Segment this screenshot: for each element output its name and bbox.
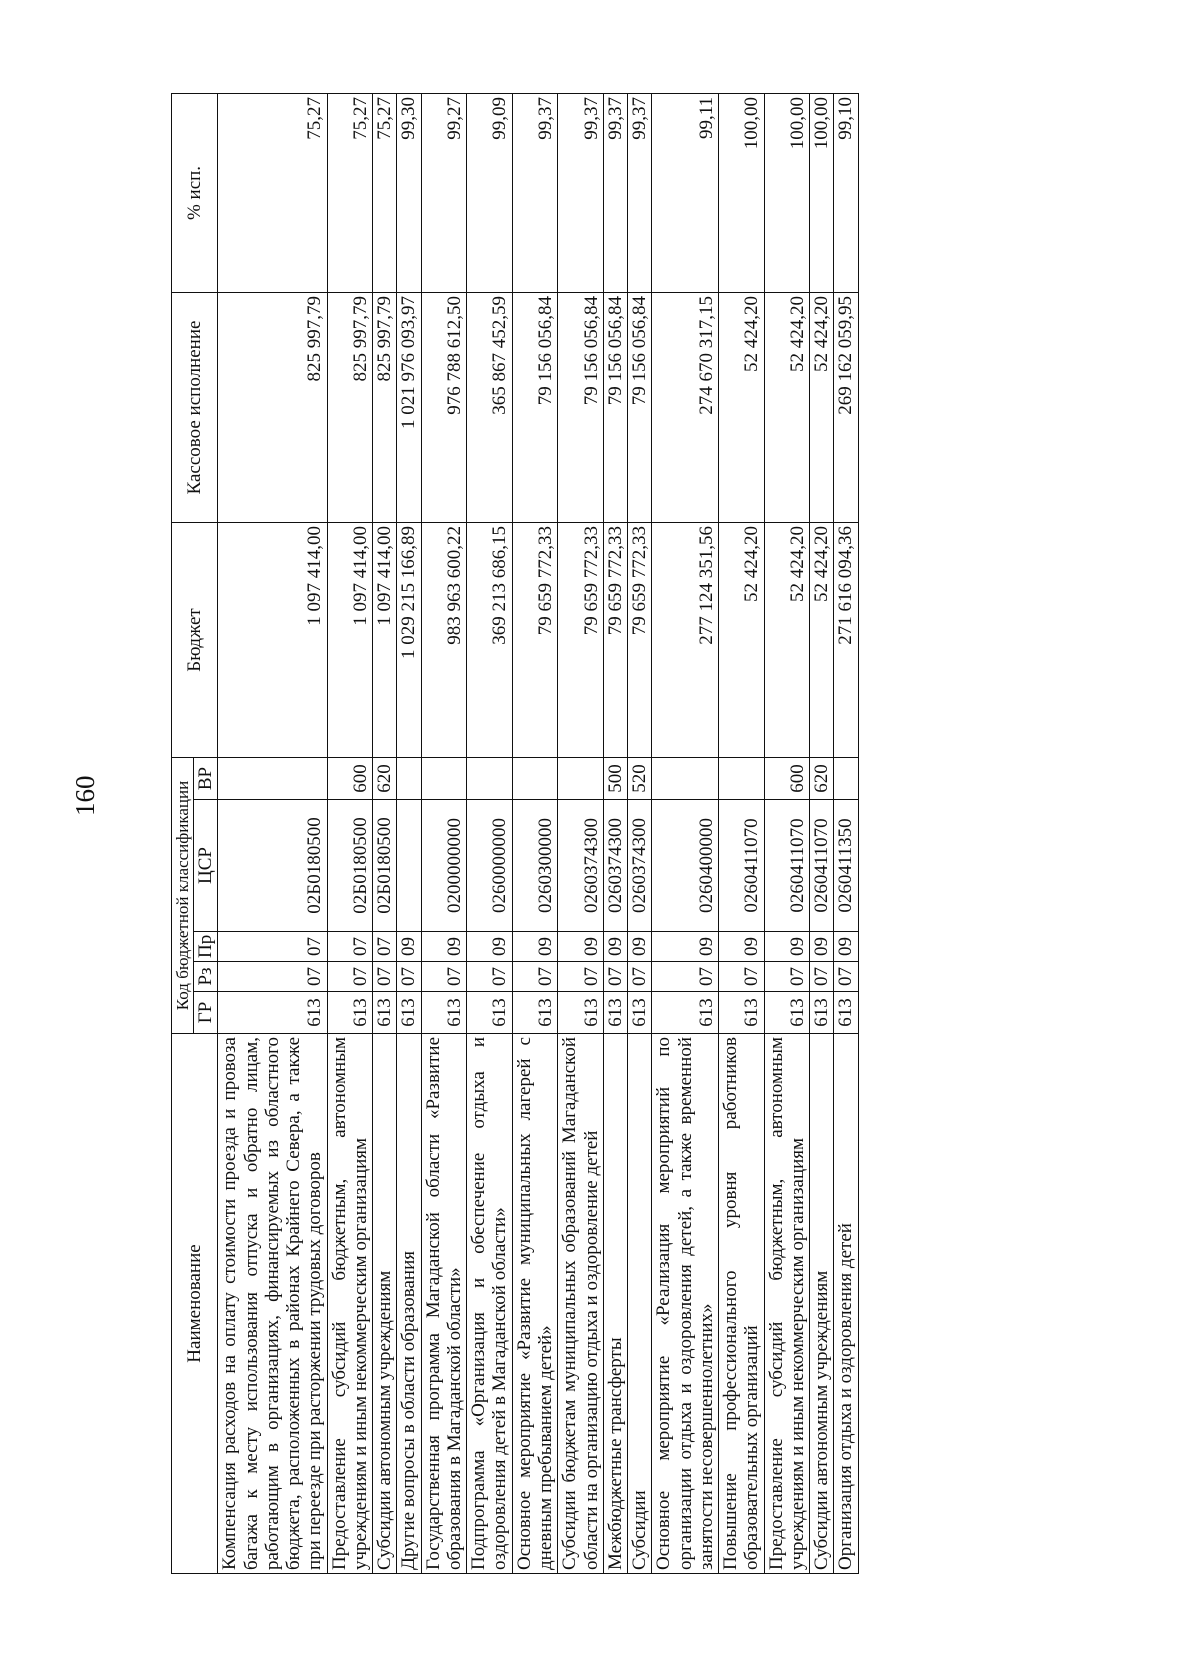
row-cash-cell: 79 156 056,84 <box>512 292 558 522</box>
row-gr-cell: 613 <box>373 992 397 1034</box>
row-rz-cell: 07 <box>764 962 810 992</box>
row-pct-cell: 75,27 <box>373 93 397 292</box>
row-budget-cell: 1 097 414,00 <box>327 522 373 757</box>
row-vr-cell <box>218 757 327 799</box>
row-budget-cell: 79 659 772,33 <box>558 522 604 757</box>
table-row <box>603 93 627 1573</box>
page-number: 160 <box>70 775 100 816</box>
row-pct-cell: 99,09 <box>467 93 513 292</box>
row-gr-cell: 613 <box>512 992 558 1034</box>
row-cash-cell: 825 997,79 <box>373 292 397 522</box>
row-budget-cell: 79 659 772,33 <box>628 522 652 757</box>
row-pct-cell: 75,27 <box>327 93 373 292</box>
row-gr-cell: 613 <box>764 992 810 1034</box>
row-pr-cell: 07 <box>327 932 373 962</box>
row-budget-cell: 79 659 772,33 <box>512 522 558 757</box>
table-row <box>719 93 765 1573</box>
row-budget-cell: 52 424,20 <box>719 522 765 757</box>
header-vr: ВР <box>194 757 218 799</box>
row-gr-cell: 613 <box>558 992 604 1034</box>
row-csr-cell: 02Б0180500 <box>327 800 373 932</box>
row-vr-cell <box>467 757 513 799</box>
row-budget-cell: 1 097 414,00 <box>218 522 327 757</box>
row-budget-cell: 52 424,20 <box>764 522 810 757</box>
row-rz-cell: 07 <box>373 962 397 992</box>
row-name-cell: Субсидии автономным учреждениям <box>810 1034 834 1574</box>
row-vr-cell <box>397 757 421 799</box>
header-pct: % исп. <box>172 93 218 292</box>
row-budget-cell: 369 213 686,15 <box>467 522 513 757</box>
row-vr-cell <box>652 757 719 799</box>
row-csr-cell: 0260400000 <box>652 800 719 932</box>
row-vr-cell: 620 <box>810 757 834 799</box>
row-rz-cell: 07 <box>421 962 467 992</box>
row-cash-cell: 274 670 317,15 <box>652 292 719 522</box>
row-budget-cell: 271 616 094,36 <box>834 522 858 757</box>
header-code-group: Код бюджетной классификации <box>172 757 194 1033</box>
row-budget-cell: 983 963 600,22 <box>421 522 467 757</box>
row-name-cell: Повышение профессионального уровня работников образовательных организаций <box>719 1034 765 1574</box>
row-pr-cell: 09 <box>512 932 558 962</box>
row-cash-cell: 79 156 056,84 <box>558 292 604 522</box>
row-vr-cell: 620 <box>373 757 397 799</box>
row-vr-cell: 520 <box>628 757 652 799</box>
row-name-cell: Основное мероприятие «Реализация мероприятий по организации отдыха и оздоровления детей, а также временной занятости несовершеннолетних» <box>652 1034 719 1574</box>
row-csr-cell: 0260374300 <box>628 800 652 932</box>
header-rz: Рз <box>194 962 218 992</box>
row-pr-cell: 09 <box>834 932 858 962</box>
table-row <box>512 93 558 1573</box>
table-row <box>467 93 513 1573</box>
row-cash-cell: 976 788 612,50 <box>421 292 467 522</box>
row-csr-cell: 0260000000 <box>467 800 513 932</box>
row-name-cell: Субсидии бюджетам муниципальных образований Магаданской области на организацию отдыха и оздоровление детей <box>558 1034 604 1574</box>
row-rz-cell: 07 <box>467 962 513 992</box>
row-gr-cell: 613 <box>652 992 719 1034</box>
row-pct-cell: 99,37 <box>558 93 604 292</box>
row-rz-cell: 07 <box>397 962 421 992</box>
row-pct-cell: 100,00 <box>764 93 810 292</box>
row-csr-cell: 0260411070 <box>810 800 834 932</box>
row-gr-cell: 613 <box>218 992 327 1034</box>
row-pct-cell: 99,37 <box>603 93 627 292</box>
row-csr-cell: 0260300000 <box>512 800 558 932</box>
row-cash-cell: 52 424,20 <box>764 292 810 522</box>
row-pr-cell: 09 <box>628 932 652 962</box>
row-pr-cell: 07 <box>373 932 397 962</box>
row-rz-cell: 07 <box>719 962 765 992</box>
row-csr-cell: 0260374300 <box>603 800 627 932</box>
row-gr-cell: 613 <box>467 992 513 1034</box>
row-pr-cell: 09 <box>764 932 810 962</box>
table-row <box>373 93 397 1573</box>
row-vr-cell <box>421 757 467 799</box>
row-gr-cell: 613 <box>834 992 858 1034</box>
row-csr-cell: 02Б0180500 <box>218 800 327 932</box>
row-vr-cell <box>512 757 558 799</box>
row-name-cell: Организация отдыха и оздоровления детей <box>834 1034 858 1574</box>
row-name-cell: Субсидии <box>628 1034 652 1574</box>
row-gr-cell: 613 <box>327 992 373 1034</box>
row-pr-cell: 09 <box>421 932 467 962</box>
header-name: Наименование <box>172 1034 218 1574</box>
row-name-cell: Компенсация расходов на оплату стоимости проезда и провоза багажа к месту использования отпуска и обратно лицам, работающим в организациях, финансируемых из областного бюджета, расположенных в районах Крайнего Севера, а также при переезде при расторжении трудовых договоров <box>218 1034 327 1574</box>
row-pct-cell: 75,27 <box>218 93 327 292</box>
row-pct-cell: 99,10 <box>834 93 858 292</box>
row-budget-cell: 1 029 215 166,89 <box>397 522 421 757</box>
table-row <box>327 93 373 1573</box>
row-gr-cell: 613 <box>397 992 421 1034</box>
row-name-cell: Предоставление субсидий бюджетным, автономным учреждениям и иным некоммерческим организациям <box>764 1034 810 1574</box>
rotated-table-container <box>171 94 1041 1574</box>
header-csr: ЦСР <box>194 800 218 932</box>
row-vr-cell <box>558 757 604 799</box>
row-csr-cell: 0200000000 <box>421 800 467 932</box>
header-gr: ГР <box>194 992 218 1034</box>
row-vr-cell: 500 <box>603 757 627 799</box>
table-row <box>218 93 327 1573</box>
row-pr-cell: 09 <box>467 932 513 962</box>
row-pct-cell: 99,27 <box>421 93 467 292</box>
table-row <box>810 93 834 1573</box>
table-row <box>558 93 604 1573</box>
row-cash-cell: 79 156 056,84 <box>603 292 627 522</box>
row-rz-cell: 07 <box>558 962 604 992</box>
header-cash: Кассовое исполнение <box>172 292 218 522</box>
row-csr-cell: 0260411350 <box>834 800 858 932</box>
row-cash-cell: 52 424,20 <box>810 292 834 522</box>
row-cash-cell: 52 424,20 <box>719 292 765 522</box>
row-pct-cell: 100,00 <box>810 93 834 292</box>
row-rz-cell: 07 <box>218 962 327 992</box>
row-rz-cell: 07 <box>327 962 373 992</box>
table-row <box>397 93 421 1573</box>
row-pr-cell: 09 <box>603 932 627 962</box>
row-rz-cell: 07 <box>512 962 558 992</box>
row-cash-cell: 825 997,79 <box>218 292 327 522</box>
row-pr-cell: 09 <box>810 932 834 962</box>
row-pct-cell: 99,30 <box>397 93 421 292</box>
table-row <box>652 93 719 1573</box>
row-name-cell: Предоставление субсидий бюджетным, автономным учреждениям и иным некоммерческим организациям <box>327 1034 373 1574</box>
table-body <box>218 93 858 1573</box>
row-vr-cell <box>719 757 765 799</box>
row-budget-cell: 277 124 351,56 <box>652 522 719 757</box>
row-pct-cell: 100,00 <box>719 93 765 292</box>
header-row-1 <box>172 93 194 1573</box>
header-budget: Бюджет <box>172 522 218 757</box>
row-budget-cell: 52 424,20 <box>810 522 834 757</box>
row-gr-cell: 613 <box>603 992 627 1034</box>
table-row <box>764 93 810 1573</box>
row-name-cell: Межбюджетные трансферты <box>603 1034 627 1574</box>
row-rz-cell: 07 <box>628 962 652 992</box>
row-rz-cell: 07 <box>652 962 719 992</box>
row-pr-cell: 09 <box>558 932 604 962</box>
row-budget-cell: 1 097 414,00 <box>373 522 397 757</box>
row-cash-cell: 1 021 976 093,97 <box>397 292 421 522</box>
row-name-cell: Подпрограмма «Организация и обеспечение отдыха и оздоровления детей в Магаданской области» <box>467 1034 513 1574</box>
table-row <box>834 93 858 1573</box>
row-gr-cell: 613 <box>810 992 834 1034</box>
row-name-cell: Другие вопросы в области образования <box>397 1034 421 1574</box>
row-csr-cell: 0260411070 <box>719 800 765 932</box>
row-gr-cell: 613 <box>421 992 467 1034</box>
row-csr-cell: 0260374300 <box>558 800 604 932</box>
row-vr-cell <box>834 757 858 799</box>
row-cash-cell: 365 867 452,59 <box>467 292 513 522</box>
row-vr-cell: 600 <box>764 757 810 799</box>
row-pct-cell: 99,37 <box>628 93 652 292</box>
row-gr-cell: 613 <box>719 992 765 1034</box>
header-pr: Пр <box>194 932 218 962</box>
row-pct-cell: 99,11 <box>652 93 719 292</box>
row-cash-cell: 79 156 056,84 <box>628 292 652 522</box>
table-row <box>628 93 652 1573</box>
row-name-cell: Основное мероприятие «Развитие муниципальных лагерей с дневным пребыванием детей» <box>512 1034 558 1574</box>
row-pr-cell: 07 <box>218 932 327 962</box>
row-csr-cell: 0260411070 <box>764 800 810 932</box>
row-pct-cell: 99,37 <box>512 93 558 292</box>
row-rz-cell: 07 <box>834 962 858 992</box>
row-vr-cell: 600 <box>327 757 373 799</box>
row-gr-cell: 613 <box>628 992 652 1034</box>
table-row <box>421 93 467 1573</box>
row-cash-cell: 269 162 059,95 <box>834 292 858 522</box>
row-pr-cell: 09 <box>719 932 765 962</box>
row-cash-cell: 825 997,79 <box>327 292 373 522</box>
row-pr-cell: 09 <box>652 932 719 962</box>
budget-table <box>171 93 859 1574</box>
row-pr-cell: 09 <box>397 932 421 962</box>
row-budget-cell: 79 659 772,33 <box>603 522 627 757</box>
row-csr-cell <box>397 800 421 932</box>
row-name-cell: Государственная программа Магаданской области «Развитие образования в Магаданской области» <box>421 1034 467 1574</box>
row-csr-cell: 02Б0180500 <box>373 800 397 932</box>
row-rz-cell: 07 <box>810 962 834 992</box>
row-name-cell: Субсидии автономным учреждениям <box>373 1034 397 1574</box>
row-rz-cell: 07 <box>603 962 627 992</box>
